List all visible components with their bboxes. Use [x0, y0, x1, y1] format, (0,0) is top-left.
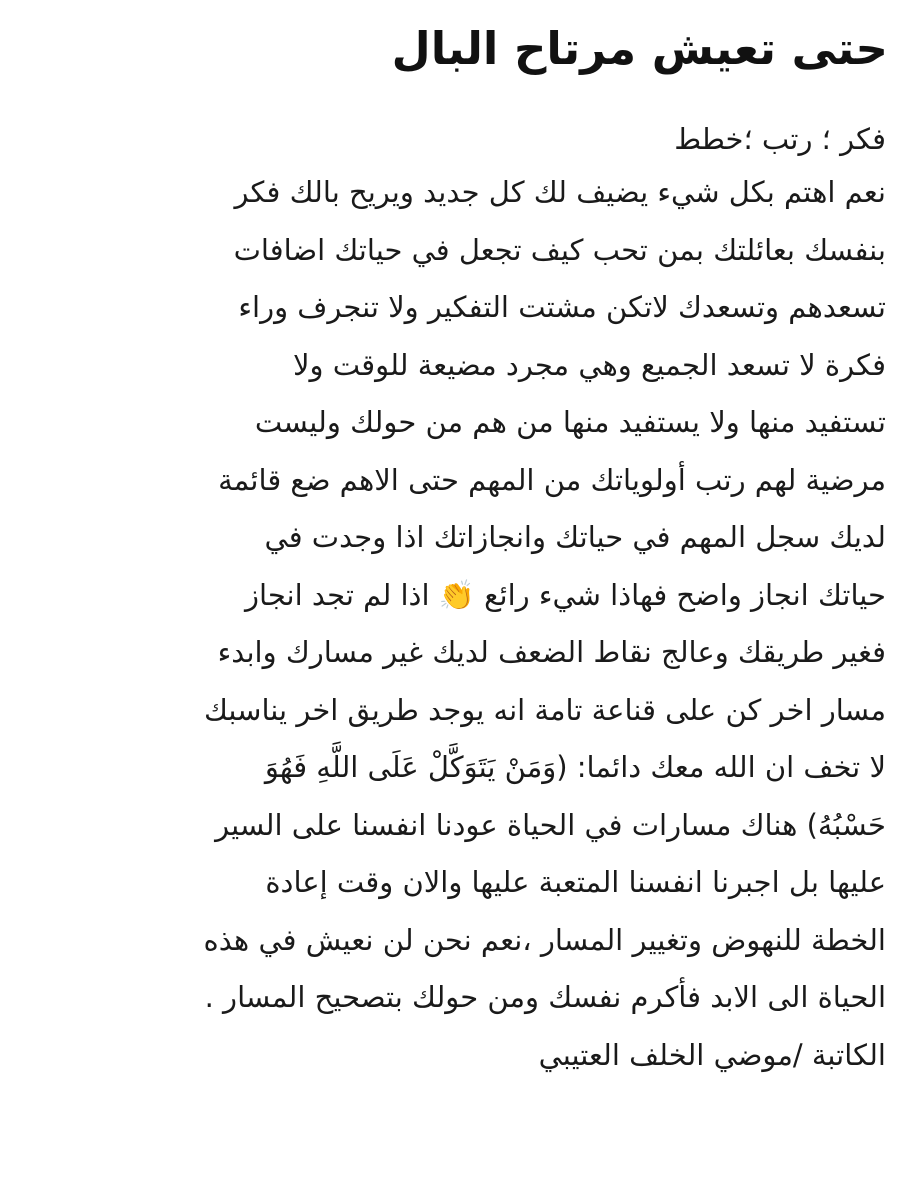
article-subtitle-line: فكر ؛ رتب ؛خطط [674, 122, 886, 156]
article-line: مرضية لهم رتب أولوياتك من المهم حتى الاهم ضع قائمة [218, 462, 886, 497]
article-line: لا تخف ان الله معك دائما: (وَمَنْ يَتَوَكَّلْ عَلَى اللَّهِ فَهُوَ [264, 750, 886, 784]
article-line: الحياة الى الابد فأكرم نفسك ومن حولك بتصحيح المسار . [204, 980, 886, 1014]
article-line: الخطة للنهوض وتغيير المسار ،نعم نحن لن نعيش في هذه [203, 922, 886, 957]
article-title: حتى تعيش مرتاح البال [391, 22, 888, 75]
article-line: فكرة لا تسعد الجميع وهي مجرد مضيعة للوقت ولا [293, 347, 886, 382]
article-line: مسار اخر كن على قناعة تامة انه يوجد طريق اخر يناسبك [203, 692, 886, 727]
article-line: حَسْبُهُ) هناك مسارات في الحياة عودنا انفسنا على السير [215, 807, 886, 842]
article-line: فغير طريقك وعالج نقاط الضعف لديك غير مسارك وابدء [217, 635, 886, 669]
article-body [34, 114, 886, 1084]
article-line: حياتك انجاز واضح فهاذا شيء رائع 👏 اذا لم تجد انجاز [245, 577, 886, 612]
article-line: عليها بل اجبرنا انفسنا المتعبة عليها والان وقت إعادة [265, 865, 886, 899]
article-line: تسعدهم وتسعدك لاتكن مشتت التفكير ولا تنجرف وراء [238, 290, 886, 324]
article-line: بنفسك بعائلتك بمن تحب كيف تجعل في حياتك اضافات [233, 232, 886, 267]
article-line: نعم اهتم بكل شيء يضيف لك كل جديد ويريح بالك فكر [234, 175, 886, 209]
article-author-line: الكاتبة /موضي الخلف العتيبي [538, 1037, 886, 1072]
article-line: تستفيد منها ولا يستفيد منها من هم من حولك وليست [254, 405, 886, 439]
article-line: لديك سجل المهم في حياتك وانجازاتك اذا وجدت في [264, 520, 886, 554]
